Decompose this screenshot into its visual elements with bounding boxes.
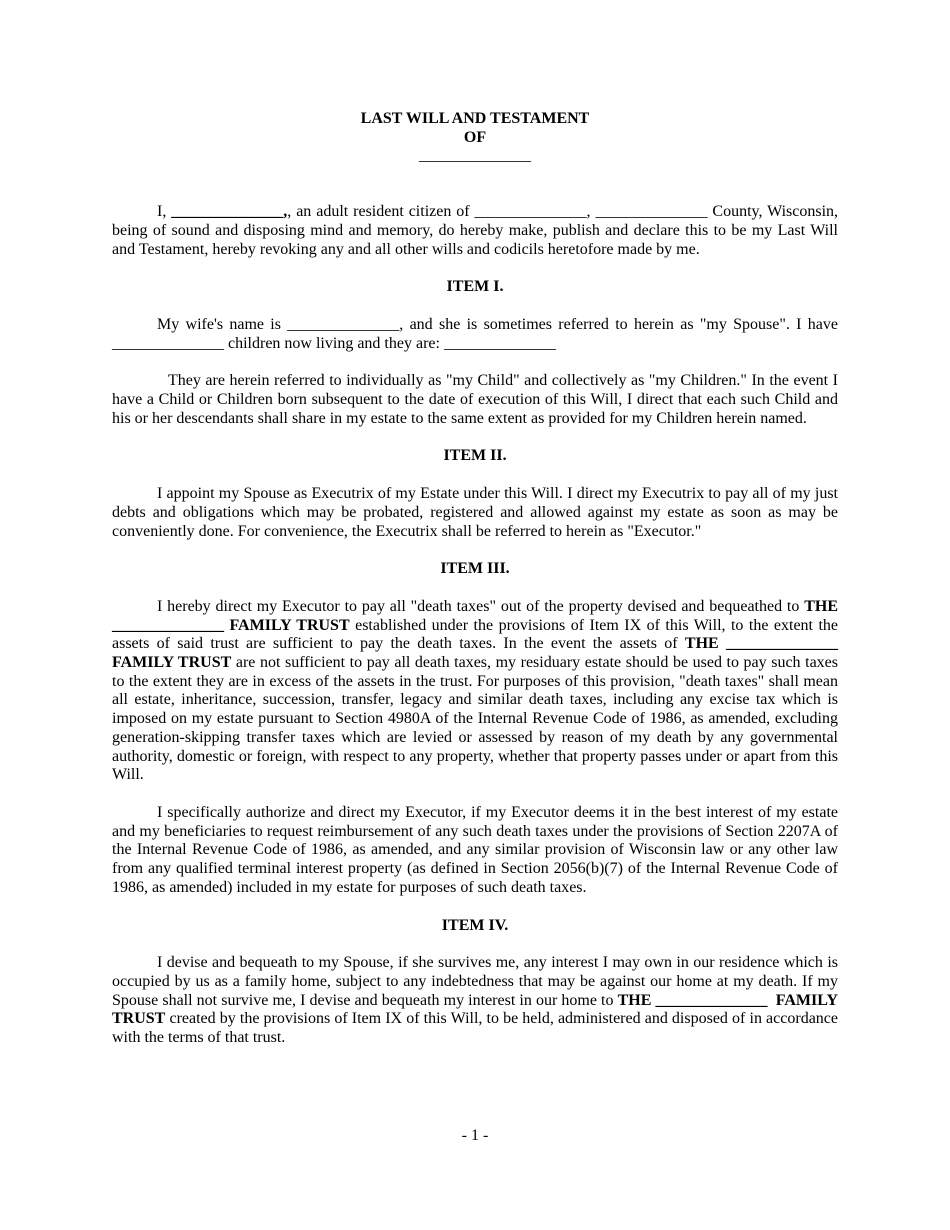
item-1-paragraph-1: My wife's name is ______________, and she is sometimes referred to herein as "my Spouse". I have ______________ children now living and they are: ______________ xyxy=(112,315,839,352)
item-1-paragraph-2: They are herein referred to individually as "my Child" and collectively as "my Children." In the event I have a Child or Children born subsequent to the date of execution of this Will, I direct that each such Child and his or her descendants shall share in my estate to the same extent as provided for my Children herein named. xyxy=(112,372,838,427)
trust-reference: THE ______________ FAMILY TRUST xyxy=(112,597,838,634)
intro-paragraph: I, ______________,, an adult resident citizen of ______________, ______________ County, Wisconsin, being of sound and disposing mind and memory, do hereby make, publish and declare this to be my Last Will and Testament, hereby revoking any and all other wills and codicils heretofore made by me. xyxy=(112,203,839,258)
document-title: LAST WILL AND TESTAMENT xyxy=(360,110,590,127)
item-3-paragraph-2: I specifically authorize and direct my Executor, if my Executor deems it in the best interest of my estate and my beneficiaries to request reimbursement of any such death taxes under the provisions of Section 2207A of the Internal Revenue Code of 1986, as amended, and any similar provision of Wisconsin law or any other law from any qualified terminal interest property (as defined in Section 2056(b)(7) of the Internal Revenue Code of 1986, as amended) included in my estate for purposes of such death taxes. xyxy=(112,803,838,896)
document-page xyxy=(112,110,838,1048)
trust-reference: THE ______________ FAMILY TRUST xyxy=(112,991,839,1028)
item-4-paragraph: I devise and bequeath to my Spouse, if she survives me, any interest I may own in our residence which is occupied by us as a family home, subject to any indebtedness that may be against our home at my death. If my Spouse shall not survive me, I devise and bequeath my interest in our home to THE ______________ FAMILY TRUST created by the provisions of Item IX of this Will, to be held, administered and disposed of in accordance with the terms of that trust. xyxy=(112,954,839,1047)
page-number: - 1 - xyxy=(461,1127,489,1144)
trust-reference: THE ______________ FAMILY TRUST xyxy=(112,635,838,672)
item-2-heading: ITEM II. xyxy=(443,447,507,465)
testator-name-blank: ______________ xyxy=(419,147,531,165)
item-2-paragraph: I appoint my Spouse as Executrix of my Estate under this Will. I direct my Executrix to pay all of my just debts and obligations which may be probated, registered and allowed against my estate as soon as may be conveniently done. For convenience, the Executrix shall be referred to herein as "Executor." xyxy=(112,485,838,540)
item-3-heading: ITEM III. xyxy=(440,560,510,578)
item-4-heading: ITEM IV. xyxy=(441,916,509,934)
item-3-paragraph-1: I hereby direct my Executor to pay all "death taxes" out of the property devised and bequeathed to THE ______________ FAMILY TRUST established under the provisions of Item IX of this Will, to the extent the assets of said trust are sufficient to pay the death taxes. In the event the assets of THE ______________ FAMILY TRUST are not sufficient to pay all death taxes, my residuary estate should be used to pay such taxes to the extent they are in excess of the assets in the trust. For purposes of this provision, "death taxes" shall mean all estate, inheritance, succession, transfer, legacy and similar death taxes, including any excise tax which is imposed on my estate pursuant to Section 4980A of the Internal Revenue Code of 1986, as amended, excluding generation-skipping transfer taxes which are levied or assessed by reason of my death by any governmental authority, domestic or foreign, with respect to any property, whether that property passes under or apart from this Will. xyxy=(112,597,839,784)
item-1-heading: ITEM I. xyxy=(446,278,504,296)
document-title-of: OF xyxy=(463,128,487,146)
